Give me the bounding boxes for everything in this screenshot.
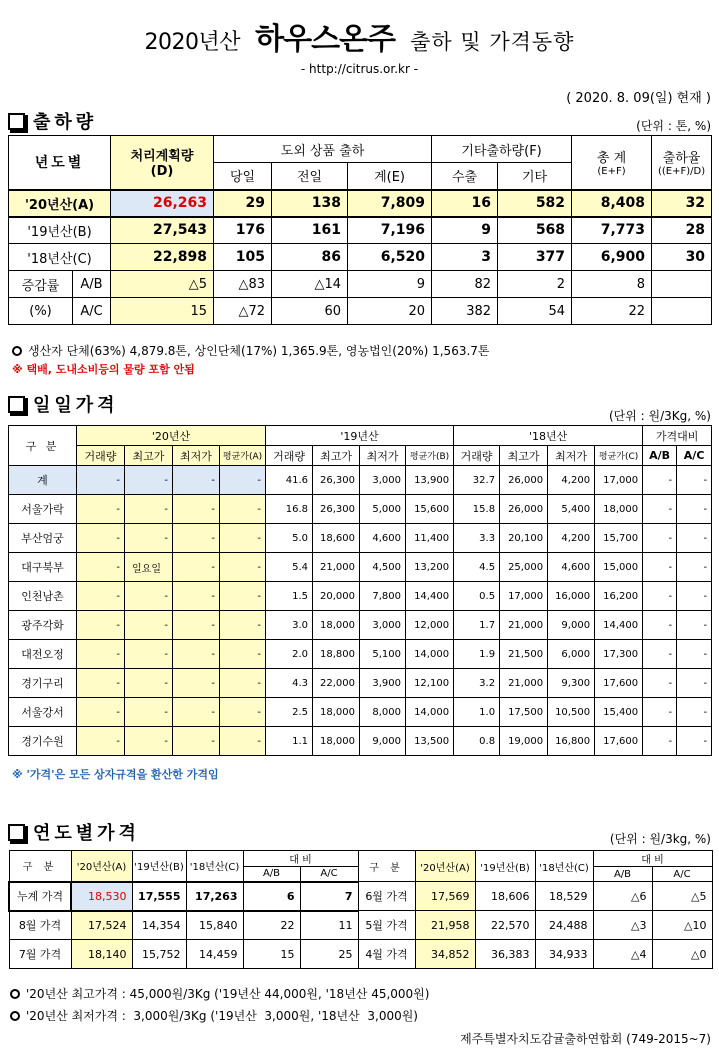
table-row: 부산엄궁 - - - - 5.0 18,600 4,600 11,400 3.3 20,100 4,200 15,700 - -: [9, 524, 712, 553]
header-total: 총 계 (E+F): [572, 136, 652, 190]
min-price-note: '20년산 최저가격 : 3,000원/3Kg ('19년산 3,000원, '18년산 3,000원): [10, 1007, 418, 1024]
organization-footer: 제주특별자치도감귤출하연합회 (749-2015~7): [460, 1032, 711, 1046]
header-export: 수출: [432, 163, 498, 190]
table-row: 광주각화 - - - - 3.0 18,000 3,000 12,000 1.7 21,000 9,000 14,400 - -: [9, 611, 712, 640]
table-row: 서울강서 - - - - 2.5 18,000 8,000 14,000 1.0 17,500 10,500 15,400 - -: [9, 698, 712, 727]
section-daily-price-heading: 일일가격: [8, 391, 119, 417]
document-title: [0, 14, 719, 58]
circle-bullet-icon: [10, 989, 20, 999]
circle-bullet-icon: [12, 346, 22, 356]
table-row: 서울가락 - - - - 16.8 26,300 5,000 15,600 15.8 26,000 5,400 18,000 - -: [9, 495, 712, 524]
table-row: 경기구리 - - - - 4.3 22,000 3,900 12,100 3.2 21,000 9,300 17,600 - -: [9, 669, 712, 698]
as-of-date: ( 2020. 8. 09(일) 현재 ): [566, 91, 711, 106]
checkbox-icon: [8, 824, 25, 841]
table-row: 증감률 A/B △5 △83 △14 9 82 2 8: [9, 271, 712, 298]
exclusion-note: ※ 택배, 도내소비등의 물량 포함 안됨: [12, 363, 195, 376]
table-row: '20년산(A) 26,263 29 138 7,809 16 582 8,408 32: [9, 190, 712, 217]
daily-price-table: 구 분 '20년산 '19년산 '18년산 가격대비 거래량 최고가 최저가 평균가(A) 거래량 최고가 최저가 평균가(B) 거래량 최고가 최저가 평균가(C) A/B A/C 계 - - - - 41.6 26,300 3,000 13,900 32.7 26,000 4,200 17,000 - - 서울가락 - - - - 16.8 26,300 5,000 15,600 15.8 26,000 5,400 18,000 - - 부산엄궁 - - - - 5.0 18,600 4,600 11,400 3.3 20,100 4,200 15,700 - - 대구북부 - 일요일 - - 5.4 21,000 4,500 13,200 4.5 25,000 4,600 15,000 - - 인천남촌 - - - - 1.5 20,000 7,800 14,400 0.5 17,000 16,000 16,200 - - 광주각화 - - - - 3.0 18,000 3,000 12,000 1.7 21,000 9,000 14,400 - - 대전오정 - - - - 2.0 18,800 5,100 14,000 1.9 21,500 6,000 17,300 - - 경기구리 - - - - 4.3 22,000 3,900 12,100 3.2 21,000 9,300 17,600 - - 서울강서 - - - - 2.5 18,000 8,000 14,000 1.0 17,500 10,500 15,400 - - 경기수원 - - - - 1.1 18,000 9,000 13,500 0.8 19,000 16,800 17,600 - -: [8, 425, 712, 756]
section-shipment-heading: 출하량: [8, 108, 97, 134]
header-sum: 계(E): [348, 163, 432, 190]
header-other: 기타출하량(F): [432, 136, 572, 163]
max-price-note: '20년산 최고가격 : 45,000원/3Kg ('19년산 44,000원, '18년산 45,000원): [10, 985, 429, 1002]
table-row: 대전오정 - - - - 2.0 18,800 5,100 14,000 1.9 21,500 6,000 17,300 - -: [9, 640, 712, 669]
table-row: '19년산(B) 27,543 176 161 7,196 9 568 7,773 28: [9, 217, 712, 244]
table-row: 누계 가격 18,530 17,555 17,263 6 7 6월 가격 17,569 18,606 18,529 △6 △5: [9, 882, 712, 911]
producer-note: 생산자 단체(63%) 4,879.8톤, 상인단체(17%) 1,365.9톤, 영농법인(20%) 1,563.7톤: [12, 342, 490, 359]
header-domestic: 도외 상품 출하: [214, 136, 432, 163]
circle-bullet-icon: [10, 1011, 20, 1021]
table-row: (%) A/C 15 △72 60 20 382 54 22: [9, 298, 712, 325]
shipment-table: [8, 135, 712, 325]
table-row: 경기수원 - - - - 1.1 18,000 9,000 13,500 0.8 19,000 16,800 17,600 - -: [9, 727, 712, 756]
site-url: - http://citrus.or.kr -: [300, 62, 419, 76]
table-row: 계 - - - - 41.6 26,300 3,000 13,900 32.7 26,000 4,200 17,000 - -: [9, 466, 712, 495]
header-etc: 기타: [498, 163, 572, 190]
title-sub: 출하 및 가격동향: [410, 30, 575, 54]
header-year: 년도별: [9, 136, 111, 190]
checkbox-icon: [8, 113, 25, 130]
title-year: 2020년산: [144, 30, 241, 55]
table-row: 8월 가격 17,524 14,354 15,840 22 11 5월 가격 21,958 22,570 24,488 △3 △10: [9, 911, 712, 940]
price-note: ※ '가격'은 모든 상자규격을 환산한 가격임: [12, 768, 219, 781]
daily-price-unit: (단위 : 원/3Kg, %): [608, 409, 711, 423]
table-row: 7월 가격 18,140 15,752 14,459 15 25 4월 가격 34,852 36,383 34,933 △4 △0: [9, 940, 712, 969]
header-plan: 처리계획량 (D): [111, 136, 214, 190]
header-today: 당일: [214, 163, 272, 190]
header-prev: 전일: [272, 163, 348, 190]
yearly-price-unit: (단위 : 원/3kg, %): [609, 832, 711, 846]
table-row: '18년산(C) 22,898 105 86 6,520 3 377 6,900 30: [9, 244, 712, 271]
shipment-unit: (단위 : 톤, %): [636, 119, 711, 133]
yearly-price-table: 구 분 '20년산(A) '19년산(B) '18년산(C) 대 비 구 분 '20년산(A) '19년산(B) '18년산(C) 대 비 A/B A/C A/B A/C 누계 가격 18,530 17,555 17,263 6 7 6월 가격 17,569 18,606 18,529 △6 △5 8월 가격 17,524 14,354 15,840 22 11 5월 가격 21,958 22,570 24,488 △3 △10 7월 가격 18,140 15,752 14,459 15 25 4월 가격 34,852 36,383 34,933 △4 △0: [8, 850, 713, 969]
table-row: 인천남촌 - - - - 1.5 20,000 7,800 14,400 0.5 17,000 16,000 16,200 - -: [9, 582, 712, 611]
checkbox-icon: [8, 396, 25, 413]
title-main: 하우스온주: [255, 22, 396, 57]
section-yearly-price-heading: 연도별가격: [8, 819, 140, 845]
table-row: 대구북부 - 일요일 - - 5.4 21,000 4,500 13,200 4.5 25,000 4,600 15,000 - -: [9, 553, 712, 582]
header-rate: 출하율 ((E+F)/D): [652, 136, 712, 190]
